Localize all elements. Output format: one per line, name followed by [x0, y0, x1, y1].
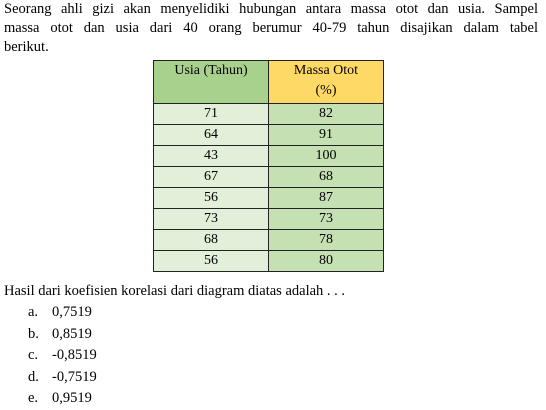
- mass-cell: 87: [269, 188, 384, 209]
- intro-paragraph: [4, 0, 538, 57]
- table-row: [154, 104, 384, 125]
- age-cell: 71: [154, 104, 269, 125]
- data-table: [153, 60, 384, 272]
- table-row: [154, 230, 384, 251]
- header-mass-line-1: Massa Otot: [293, 63, 359, 78]
- header-mass: [269, 61, 384, 104]
- question-text: Hasil dari koefisien korelasi dari diagram diatas adalah . . .: [4, 283, 346, 299]
- option-d[interactable]: [28, 367, 97, 389]
- header-mass-line-2: (%): [315, 83, 337, 98]
- option-value: -0,8519: [52, 347, 97, 363]
- mass-cell: 100: [269, 146, 384, 167]
- option-letter: d.: [28, 368, 39, 385]
- mass-cell: 82: [269, 104, 384, 125]
- table-row: [154, 188, 384, 209]
- table-row: [154, 125, 384, 146]
- option-value: 0,9519: [52, 390, 92, 406]
- mass-cell: 78: [269, 230, 384, 251]
- option-e[interactable]: [28, 388, 97, 410]
- age-cell: 56: [154, 251, 269, 272]
- mass-cell: 91: [269, 125, 384, 146]
- age-cell: 43: [154, 146, 269, 167]
- mass-cell: 68: [269, 167, 384, 188]
- option-a[interactable]: [28, 302, 97, 324]
- option-value: -0,7519: [52, 368, 97, 385]
- intro-line-2: massa otot dan usia dari 40 orang berumur 40-79 tahun disajikan dalam tabel: [4, 20, 538, 36]
- table-row: [154, 167, 384, 188]
- table-header-row: [154, 61, 384, 104]
- table-row: [154, 209, 384, 230]
- option-letter: a.: [28, 304, 39, 320]
- option-letter: e.: [28, 390, 39, 406]
- age-cell: 73: [154, 209, 269, 230]
- table-row: [154, 146, 384, 167]
- option-value: 0,8519: [52, 325, 92, 342]
- option-c[interactable]: [28, 345, 97, 367]
- option-letter: b.: [28, 325, 39, 342]
- mass-cell: 73: [269, 209, 384, 230]
- option-letter: c.: [28, 347, 39, 363]
- option-b[interactable]: [28, 324, 97, 346]
- mass-cell: 80: [269, 251, 384, 272]
- option-value: 0,7519: [52, 304, 92, 320]
- table-row: [154, 251, 384, 272]
- intro-line-1: Seorang ahli gizi akan menyelidiki hubungan antara massa otot dan usia. Sampel: [4, 1, 538, 17]
- intro-line-3: berikut.: [4, 39, 49, 55]
- age-cell: 56: [154, 188, 269, 209]
- age-cell: 64: [154, 125, 269, 146]
- answer-options: [28, 302, 97, 410]
- header-age: Usia (Tahun): [154, 61, 269, 104]
- age-cell: 68: [154, 230, 269, 251]
- age-cell: 67: [154, 167, 269, 188]
